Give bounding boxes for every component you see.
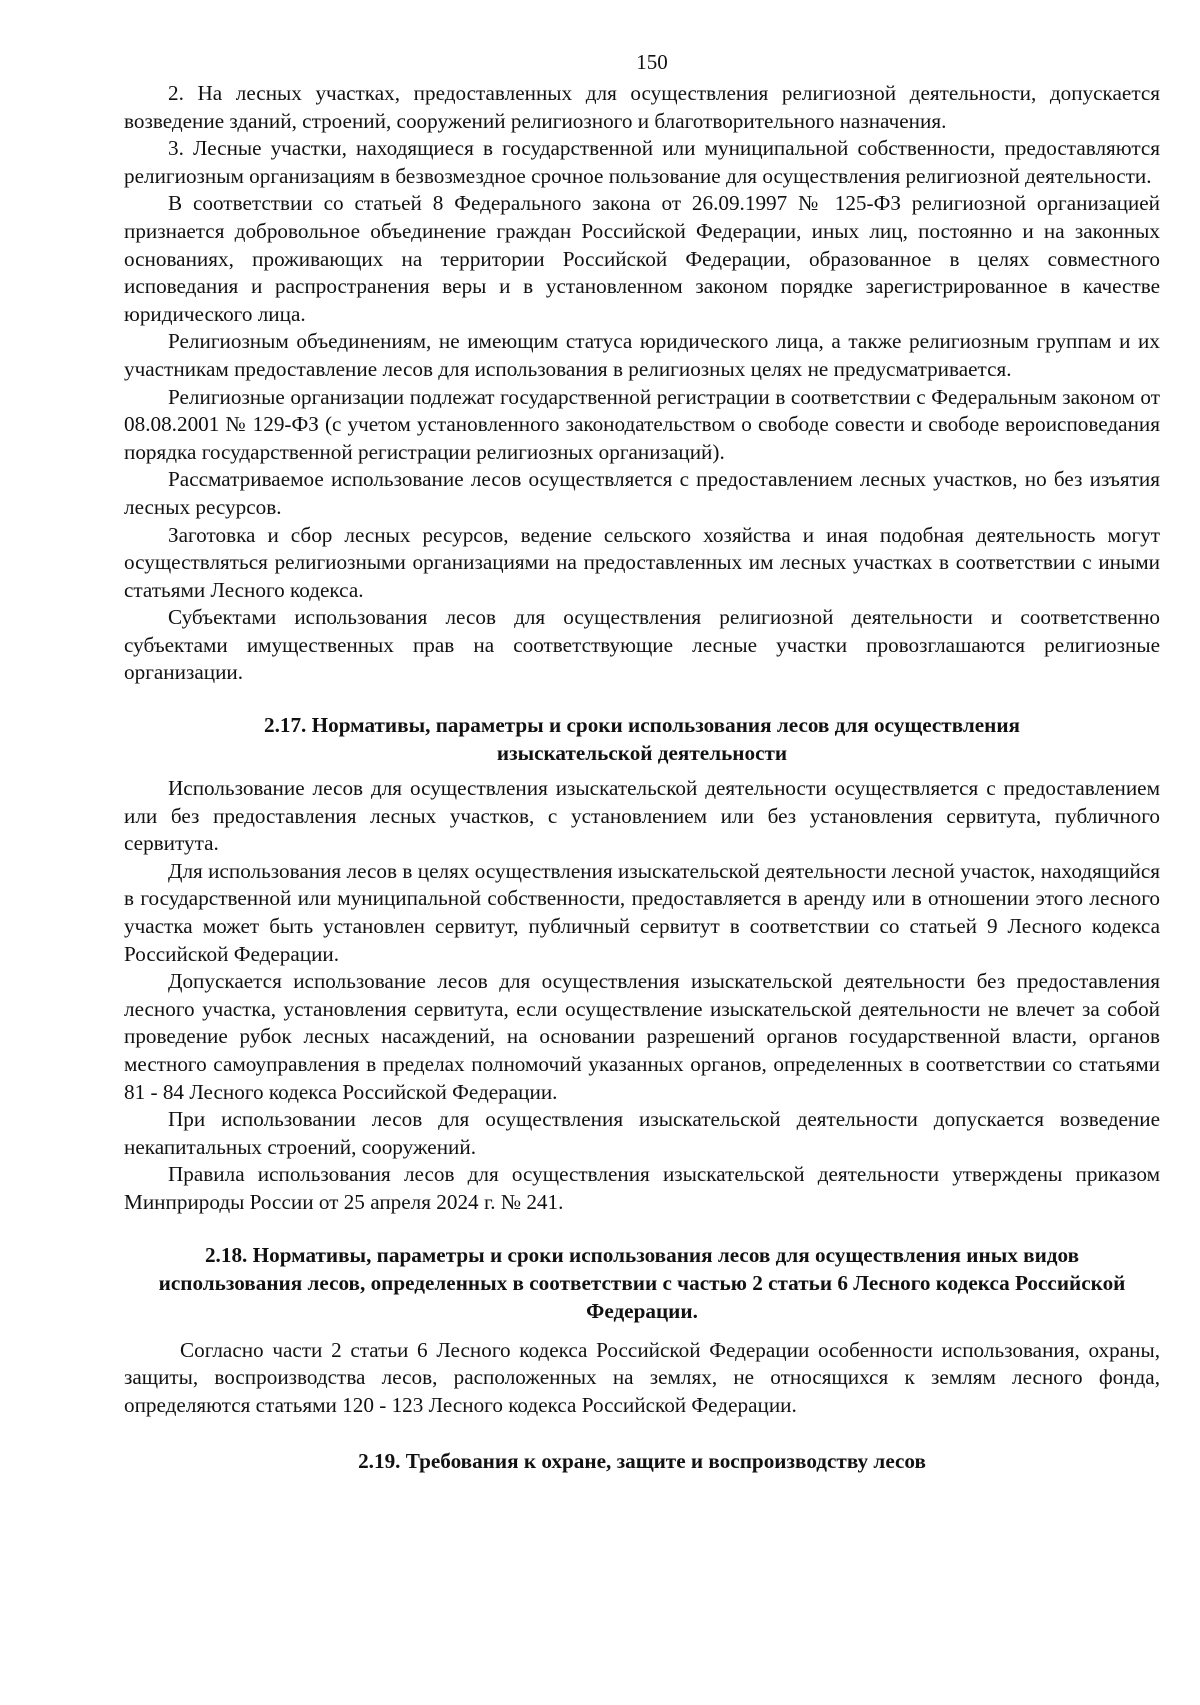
paragraph: Религиозные организации подлежат государственной регистрации в соответствии с Федеральным законом от 08.08.2001 № 129-ФЗ (с учетом установленного законодательством о свободе совести и свободе вероисповедания порядка государственной регистрации религиозных организаций).: [124, 384, 1160, 464]
paragraph: Рассматриваемое использование лесов осуществляется с предоставлением лесных участков, но без изъятия лесных ресурсов.: [124, 467, 1160, 519]
section-2-18-body: [124, 1337, 1160, 1420]
paragraph: В соответствии со статьей 8 Федерального закона от 26.09.1997 № 125-ФЗ религиозной организацией признается добровольное объединение граждан Российской Федерации, иных лиц, постоянно и на законных основаниях, проживающих на территории Российской Федерации, образованное в целях совместного исповедания и распространения веры и в установленном законом порядке зарегистрированное в качестве юридического лица.: [124, 191, 1160, 326]
paragraph: 2. На лесных участках, предоставленных для осуществления религиозной деятельности, допускается возведение зданий, строений, сооружений религиозного и благотворительного назначения.: [124, 81, 1160, 133]
paragraph: Допускается использование лесов для осуществления изыскательской деятельности без предоставления лесного участка, установления сервитута, если осуществление изыскательской деятельности не влечет за собой проведение рубок лесных насаждений, на основании разрешений органов государственной власти, органов местного самоуправления в пределах полномочий указанных органов, определенных в соответствии со статьями 81 - 84 Лесного кодекса Российской Федерации.: [124, 969, 1160, 1104]
intro-section: [124, 80, 1160, 687]
paragraph: 3. Лесные участки, находящиеся в государственной или муниципальной собственности, предоставляются религиозным организациям в безвозмездное срочное пользование для осуществления религиозной деятельности.: [124, 136, 1160, 188]
page-number: 150: [636, 50, 668, 74]
section-2-17-body: [124, 775, 1160, 1217]
section-heading-2-17: 2.17. Нормативы, параметры и сроки использования лесов для осуществления изыскательской деятельности: [263, 713, 1021, 766]
paragraph: Заготовка и сбор лесных ресурсов, ведение сельского хозяйства и иная подобная деятельность могут осуществляться религиозными организациями на предоставленных им лесных участках в соответствии с иными статьями Лесного кодекса.: [124, 522, 1160, 602]
paragraph: Использование лесов для осуществления изыскательской деятельности осуществляется с предоставлением или без предоставления лесных участков, с установлением или без установления сервитута, публичного сервитута.: [124, 776, 1160, 856]
paragraph: При использовании лесов для осуществления изыскательской деятельности допускается возведение некапитальных строений, сооружений.: [124, 1107, 1160, 1159]
paragraph: Субъектами использования лесов для осуществления религиозной деятельности и соответственно субъектами имущественных прав на соответствующие лесные участки провозглашаются религиозные организации.: [124, 605, 1160, 685]
section-heading-2-19: 2.19. Требования к охране, защите и воспроизводству лесов: [358, 1449, 926, 1474]
paragraph: Религиозным объединениям, не имеющим статуса юридического лица, а также религиозным группам и их участникам предоставление лесов для использования в религиозных целях не предусматривается.: [124, 329, 1160, 381]
paragraph: Для использования лесов в целях осуществления изыскательской деятельности лесной участок, находящийся в государственной или муниципальной собственности, предоставляется в аренду или в отношении этого лесного участка может быть установлен сервитут, публичный сервитут в соответствии со статьей 9 Лесного кодекса Российской Федерации.: [124, 858, 1160, 966]
section-heading-2-18: 2.18. Нормативы, параметры и сроки использования лесов для осуществления иных видов использования лесов, определенных в соответствии с частью 2 статьи 6 Лесного кодекса Российской Федерации.: [158, 1242, 1126, 1323]
paragraph: Согласно части 2 статьи 6 Лесного кодекса Российской Федерации особенности использования, охраны, защиты, воспроизводства лесов, расположенных на землях, не относящихся к землям лесного фонда, определяются статьями 120 - 123 Лесного кодекса Российской Федерации.: [124, 1337, 1160, 1417]
paragraph: Правила использования лесов для осуществления изыскательской деятельности утверждены приказом Минприроды России от 25 апреля 2024 г. № 241.: [124, 1162, 1160, 1214]
